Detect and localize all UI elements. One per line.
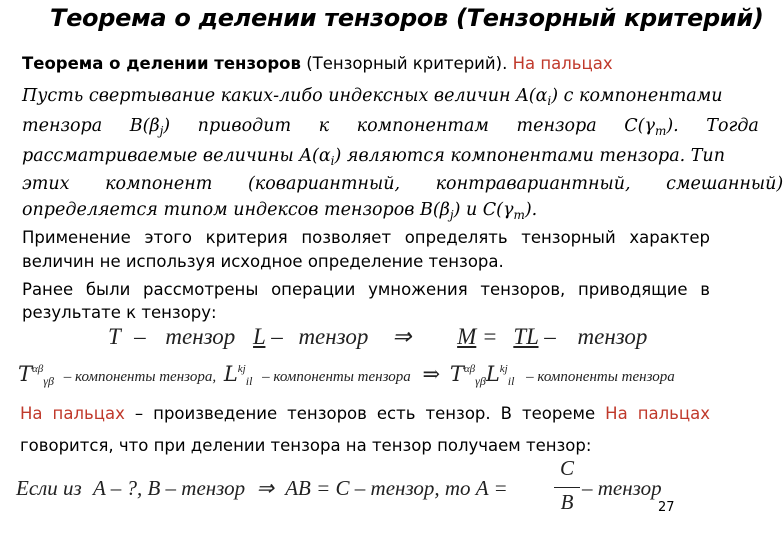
theorem-line-4: этих компонент (ковариантный, контравариантный, смешанный) <box>22 174 783 194</box>
fraction-numerator: C <box>559 456 574 480</box>
fraction-denominator: B <box>560 490 574 514</box>
formula-division: Если из A – ?, B – тензор ⇒ AB = C – тензор, то A = <box>16 476 508 500</box>
formula-components: $T^{\alpha\beta}_{\gamma\beta}$ – компоненты тензора, $L^{kj}_{il}$ – компоненты тензора ⇒ $T^{\alpha\beta}_{\gamma\beta}L^{kj}_{il}$ – компоненты тензора <box>18 362 675 388</box>
para3-link-1[interactable]: На пальцах <box>20 404 125 423</box>
theorem-line-1: Пусть свертывание каких-либо индексных величин $A(\alpha_i)$ с компонентами <box>22 86 723 108</box>
heading-bold: Теорема о делении тензоров <box>22 54 301 73</box>
para2-line-1: Ранее были рассмотрены операции умножения тензоров, приводящие в <box>22 280 710 299</box>
para1-line-1: Применение этого критерия позволяет определять тензорный характер <box>22 228 710 247</box>
theorem-line-3: рассматриваемые величины $A(\alpha_i)$ являются компонентами тензора. Тип <box>22 146 725 168</box>
fraction-bar <box>554 487 580 488</box>
para3-line-2: говорится, что при делении тензора на тензор получаем тензор: <box>20 436 592 455</box>
page-number: 27 <box>658 500 675 515</box>
para3-line-1: На пальцах – произведение тензоров есть тензор. В теореме На пальцах <box>20 404 710 423</box>
theorem-line-2: тензора $B(\beta_j)$ приводит к компонентам тензора $C(\gamma_m)$. Тогда <box>22 116 759 138</box>
para2-line-2: результате к тензору: <box>22 303 217 322</box>
theorem-heading <box>22 54 613 73</box>
implies-symbol: ⇒ <box>392 324 412 349</box>
slide-title: Теорема о делении тензоров (Тензорный критерий) <box>50 4 764 32</box>
heading-paren: (Тензорный критерий). <box>306 54 508 73</box>
para3-link-2[interactable]: На пальцах <box>605 404 710 423</box>
para1-line-2: величин не используя исходное определение тензора. <box>22 252 504 271</box>
formula-product: T – тензор L – тензор ⇒ M = TL – тензор <box>108 324 648 349</box>
formula-division-tail: – тензор <box>582 476 662 500</box>
theorem-line-5: определяется типом индексов тензоров $B(\beta_j)$ и $C(\gamma_m)$. <box>22 200 538 222</box>
heading-link[interactable]: На пальцах <box>512 54 613 73</box>
